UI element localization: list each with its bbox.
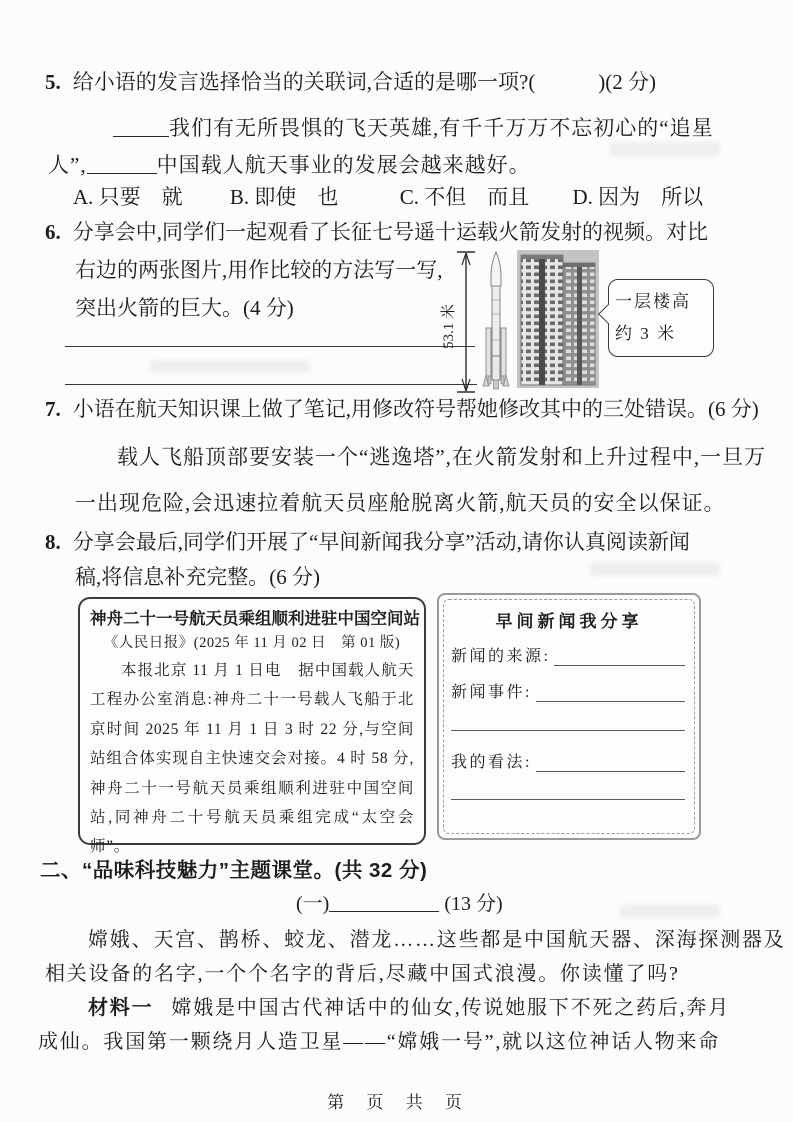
question-8-number: 8. [45, 530, 61, 554]
question-7-number: 7. [45, 397, 61, 421]
answer-blank [113, 115, 169, 137]
bleedthrough-smudge [590, 562, 720, 576]
option-c: C. 不但 而且 [399, 185, 530, 209]
question-5-sentence-line-1 [113, 114, 714, 142]
answer-writing-line [65, 384, 477, 385]
option-b: B. 即使 也 [229, 185, 339, 209]
question-6-prompt-text-1: 分享会中,同学们一起观看了长征七号遥十运载火箭发射的视频。对比 [72, 220, 708, 244]
answer-writing-line [451, 730, 685, 731]
section-2-heading: 二、“品味科技魅力”主题课堂。(共 32 分) [40, 859, 428, 882]
option-a: A. 只要 就 [73, 185, 183, 209]
option-d: D. 因为 所以 [572, 185, 704, 209]
question-5-sentence-text-2a: 人”, [48, 153, 87, 177]
rocket-height-label: 53.1 米 [441, 303, 457, 349]
material-1-text-1: 嫦娥是中国古代神话中的仙女,传说她服下不死之药后,奔月 [171, 997, 731, 1019]
question-8-prompt-line-1 [45, 528, 690, 556]
news-body-text: 本报北京 11 月 1 日电 据中国载人航天工程办公室消息:神舟二十一号载人飞船于北京时间 2025 年 11 月 1 日 3 时 22 分,与空间站组合体实现自主快速交会对接。4 时 58 分,神舟二十一号航天员乘组顺利进驻中国空间站,同神舟二十号航天员乘组完成“太空会师”。 [90, 662, 414, 856]
answer-blank [554, 645, 685, 666]
question-5-sentence-text-2b: 中国载人航天事业的发展会越来越好。 [156, 153, 531, 177]
answer-blank [536, 681, 685, 702]
building-height-callout [608, 279, 714, 357]
bleedthrough-smudge [610, 142, 720, 156]
title-blank [329, 891, 439, 912]
material-1-label: 材料一 [88, 997, 154, 1019]
question-8-prompt-text-1: 分享会最后,同学们开展了“早间新闻我分享”活动,请你认真阅读新闻 [72, 530, 690, 554]
rocket-height-dimension [440, 249, 476, 395]
building-photo [517, 250, 599, 388]
news-headline: 神舟二十一号航天员乘组顺利进驻中国空间站 [90, 609, 420, 628]
question-8-prompt-line-2: 稿,将信息补充完整。(6 分) [75, 565, 320, 589]
answer-writing-line [451, 799, 685, 800]
section-2-intro-line-1: 嫦娥、天宫、鹊桥、蛟龙、潜龙……这些都是中国航天器、深海探测器及 [88, 929, 786, 951]
answer-blank [536, 751, 685, 772]
callout-text-line-2: 约 3 米 [615, 324, 676, 343]
news-source-line: 《人民日报》(2025 年 11 月 02 日 第 01 版) [103, 635, 401, 651]
news-article-box [78, 597, 426, 856]
bleedthrough-smudge [150, 360, 310, 373]
section-2-intro-line-2: 相关设备的名字,一个个名字的背后,尽藏中国式浪漫。你读懂了吗? [45, 963, 680, 985]
material-1-line-1 [88, 994, 730, 1022]
share-box-title: 早间新闻我分享 [495, 612, 643, 631]
material-1-line-2: 成仙。我国第一颗绕月人造卫星——“嫦娥一号”,就以这位神话人物来命 [38, 1031, 721, 1053]
question-7-prompt [45, 395, 759, 423]
news-share-form-box [437, 593, 701, 840]
bleedthrough-smudge [620, 905, 720, 918]
question-6-number: 6. [45, 220, 61, 244]
callout-text-line-1: 一层楼高 [615, 292, 691, 311]
question-6-prompt-line-1 [45, 218, 708, 246]
answer-writing-line [65, 346, 475, 347]
question-6-prompt-line-3: 突出火箭的巨大。(4 分) [75, 296, 294, 320]
share-event-label: 新闻事件: [451, 684, 532, 701]
question-7-note-line-1: 载人飞船顶部要安装一个“逃逸塔”,在火箭发射和上升过程中,一旦万 [117, 445, 767, 469]
question-5-sentence-text-1: 我们有无所畏惧的飞天英雄,有千千万万不忘初心的“追星 [169, 116, 714, 140]
question-5-options [73, 183, 703, 211]
share-source-label: 新闻的来源: [451, 648, 551, 665]
question-5-prompt-text: 给小语的发言选择恰当的关联词,合适的是哪一项?( )(2 分) [72, 70, 657, 94]
section-2-part-1-subheading [296, 890, 503, 918]
part-1-points: (13 分) [444, 893, 503, 915]
question-6-prompt-line-2: 右边的两张图片,用作比较的方法写一写, [75, 258, 443, 282]
share-opinion-label: 我的看法: [451, 754, 532, 771]
question-7-note-line-2: 一出现危险,会迅速拉着航天员座舱脱离火箭,航天员的安全以保证。 [75, 491, 726, 515]
question-5-number: 5. [45, 70, 61, 94]
part-1-label: (一) [296, 893, 330, 915]
share-row-source [451, 643, 685, 666]
question-5-prompt [45, 68, 656, 96]
rocket-image [479, 250, 513, 392]
share-row-opinion [451, 749, 685, 772]
answer-blank [87, 152, 157, 174]
share-row-event [451, 679, 685, 702]
page-footer: 第 页 共 页 [327, 1093, 466, 1112]
question-5-sentence-line-2 [48, 151, 531, 179]
question-7-prompt-text: 小语在航天知识课上做了笔记,用修改符号帮她修改其中的三处错误。(6 分) [72, 397, 759, 421]
